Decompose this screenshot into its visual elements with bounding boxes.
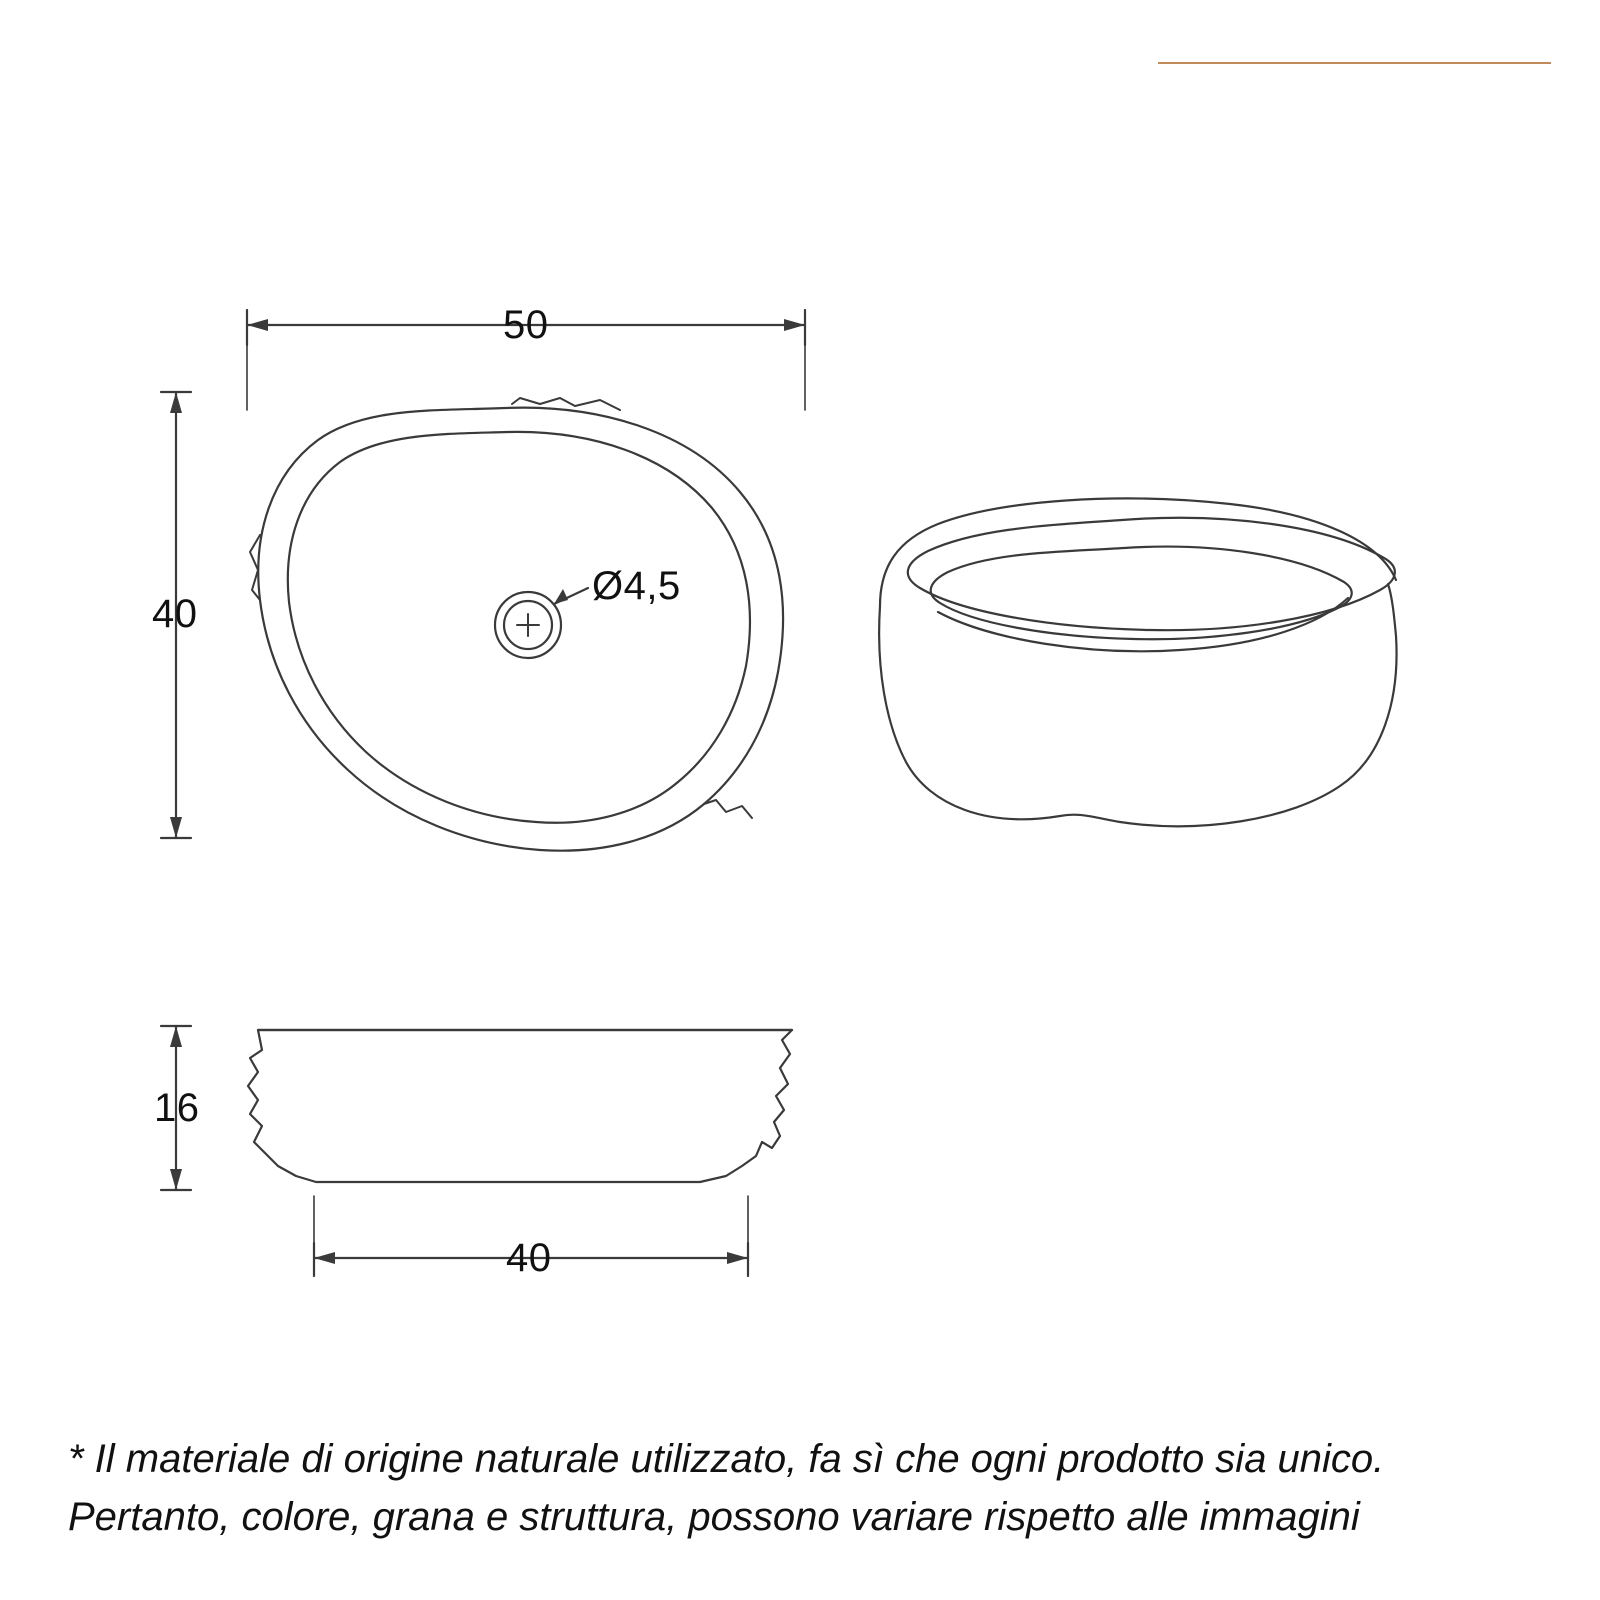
drain-leader-line bbox=[554, 588, 588, 604]
dimension-label-drain-diameter: Ø4,5 bbox=[592, 564, 681, 608]
front-elevation-view-basin bbox=[248, 1030, 792, 1182]
dimension-label-width: 50 bbox=[503, 303, 549, 347]
note-line-2: Pertanto, colore, grana e struttura, possono variare rispetto alle immagini bbox=[68, 1495, 1360, 1539]
dimension-label-depth: 40 bbox=[152, 592, 198, 636]
top-view-drain-hole bbox=[495, 592, 561, 658]
top-view-bowl-inner-rim bbox=[288, 432, 750, 823]
dimension-label-base-width: 40 bbox=[506, 1236, 552, 1280]
perspective-view-basin bbox=[879, 498, 1396, 826]
dimension-label-height: 16 bbox=[154, 1086, 200, 1130]
note-line-1: * Il materiale di origine naturale utilizzato, fa sì che ogni prodotto sia unico. bbox=[68, 1437, 1385, 1481]
material-disclaimer-note bbox=[68, 1430, 1518, 1546]
